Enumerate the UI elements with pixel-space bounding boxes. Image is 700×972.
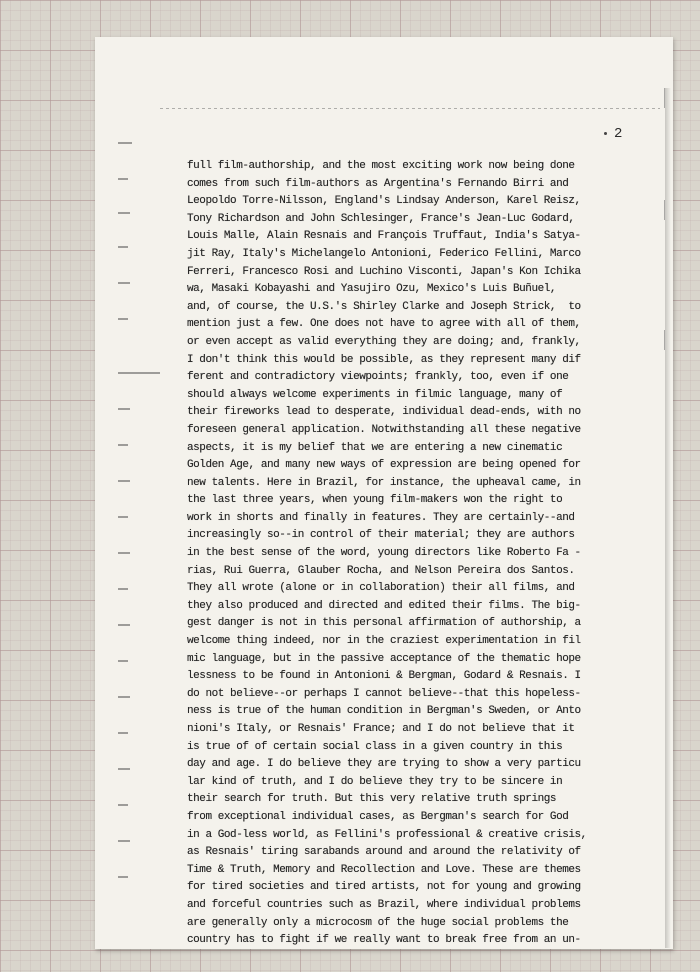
margin-mark	[118, 588, 128, 590]
text-line: foreseen general application. Notwithstanding all these negative	[187, 423, 581, 436]
text-line: they also produced and directed and edited their films. The big-	[187, 599, 581, 612]
text-line: welcome thing indeed, nor in the craziest experimentation in fil	[187, 635, 581, 648]
margin-mark	[118, 178, 128, 180]
text-line: and forceful countries such as Brazil, where individual problems	[187, 898, 581, 911]
margin-mark	[118, 552, 130, 554]
text-line: Time & Truth, Memory and Recollection and Love. These are themes	[187, 863, 581, 876]
text-line: increasingly so--in control of their material; they are authors	[187, 529, 575, 542]
text-line: from exceptional individual cases, as Bergman's search for God	[187, 810, 569, 823]
text-line: their search for truth. But this very relative truth springs	[187, 793, 557, 806]
margin-mark	[118, 372, 160, 374]
margin-mark	[118, 408, 130, 410]
text-line: are generally only a microcosm of the huge social problems the	[187, 916, 569, 929]
text-line: new talents. Here in Brazil, for instance, the upheaval came, in	[187, 476, 581, 489]
text-line: Golden Age, and many new ways of expression are being opened for	[187, 459, 581, 472]
text-line: comes from such film-authors as Argentina's Fernando Birri and	[187, 177, 569, 190]
text-line: in a God-less world, as Fellini's professional & creative crisis,	[187, 828, 587, 841]
margin-mark	[664, 200, 665, 220]
text-line: Leopoldo Torre-Nilsson, England's Lindsay Anderson, Karel Reisz,	[187, 195, 581, 208]
margin-mark	[118, 212, 130, 214]
text-line: jit Ray, Italy's Michelangelo Antonioni, Federico Fellini, Marco	[187, 247, 581, 260]
text-line: and, of course, the U.S.'s Shirley Clarke and Joseph Strick, to	[187, 300, 581, 313]
text-line: as Resnais' tiring sarabands around and around the relativity of	[187, 846, 581, 859]
margin-mark	[118, 660, 128, 662]
margin-mark	[118, 768, 130, 770]
sheet-edge-shadow	[665, 88, 671, 948]
text-line: mention just a few. One does not have to agree with all of them,	[187, 318, 581, 331]
text-line: for tired societies and tired artists, not for young and growing	[187, 881, 581, 894]
text-line: ness is true of the human condition in Bergman's Sweden, or Anto	[187, 705, 581, 718]
margin-mark	[118, 696, 130, 698]
text-line: ferent and contradictory viewpoints; frankly, too, even if one	[187, 371, 569, 384]
text-line: mic language, but in the passive acceptance of the thematic hope	[187, 652, 581, 665]
text-line: nioni's Italy, or Resnais' France; and I do not believe that it	[187, 723, 575, 735]
margin-mark	[118, 318, 128, 320]
margin-mark	[118, 804, 128, 806]
text-line: Tony Richardson and John Schlesinger, France's Jean-Luc Godard,	[187, 212, 575, 225]
text-line: aspects, it is my belief that we are entering a new cinematic	[187, 441, 563, 454]
margin-mark	[118, 282, 130, 284]
text-line: work in shorts and finally in features. They are certainly--and	[187, 511, 575, 524]
page-dot	[604, 132, 607, 135]
text-line: They all wrote (alone or in collaboration) their all films, and	[187, 582, 575, 595]
text-line: full film-authorship, and the most exciting work now being done	[187, 160, 575, 172]
text-line: or even accept as valid everything they are doing; and, frankly,	[187, 335, 581, 348]
text-line: Louis Malle, Alain Resnais and François Truffaut, India's Satya-	[187, 230, 581, 243]
text-line: the last three years, when young film-makers won the right to	[187, 494, 563, 507]
margin-mark	[118, 516, 128, 518]
text-line: should always welcome experiments in filmic language, many of	[187, 388, 563, 401]
top-rule	[160, 108, 660, 109]
text-line: gest danger is not in this personal affirmation of authorship, a	[187, 617, 581, 630]
margin-mark	[118, 624, 130, 626]
margin-mark	[118, 732, 128, 734]
text-line: wa, Masaki Kobayashi and Yasujiro Ozu, Mexico's Luis Buñuel,	[187, 283, 557, 296]
text-line: in the best sense of the word, young directors like Roberto Fa -	[187, 547, 581, 560]
margin-mark	[118, 876, 128, 878]
margin-mark	[664, 88, 665, 108]
page-number: 2	[614, 126, 623, 142]
text-line: is true of of certain social class in a given country in this	[187, 740, 563, 753]
margin-mark	[118, 246, 128, 248]
text-line: country has to fight if we really want to break free from an un-	[187, 934, 581, 947]
text-line: their fireworks lead to desperate, individual dead-ends, with no	[187, 406, 581, 419]
typewritten-body-text	[187, 158, 627, 950]
margin-mark	[664, 330, 665, 350]
text-line: lar kind of truth, and I do believe they try to be sincere in	[187, 775, 563, 788]
text-line: I don't think this would be possible, as they represent many dif	[187, 353, 581, 366]
margin-mark	[118, 840, 130, 842]
margin-mark	[118, 480, 130, 482]
text-line: lessness to be found in Antonioni & Bergman, Godard & Resnais. I	[187, 670, 581, 683]
text-line: rias, Rui Guerra, Glauber Rocha, and Nelson Pereira dos Santos.	[187, 564, 575, 577]
text-line: day and age. I do believe they are trying to show a very particu	[187, 758, 581, 771]
text-line: Ferreri, Francesco Rosi and Luchino Visconti, Japan's Kon Ichika	[187, 265, 581, 278]
margin-mark	[118, 444, 128, 446]
margin-mark	[118, 142, 132, 144]
text-line: do not believe--or perhaps I cannot believe--that this hopeless-	[187, 687, 581, 700]
